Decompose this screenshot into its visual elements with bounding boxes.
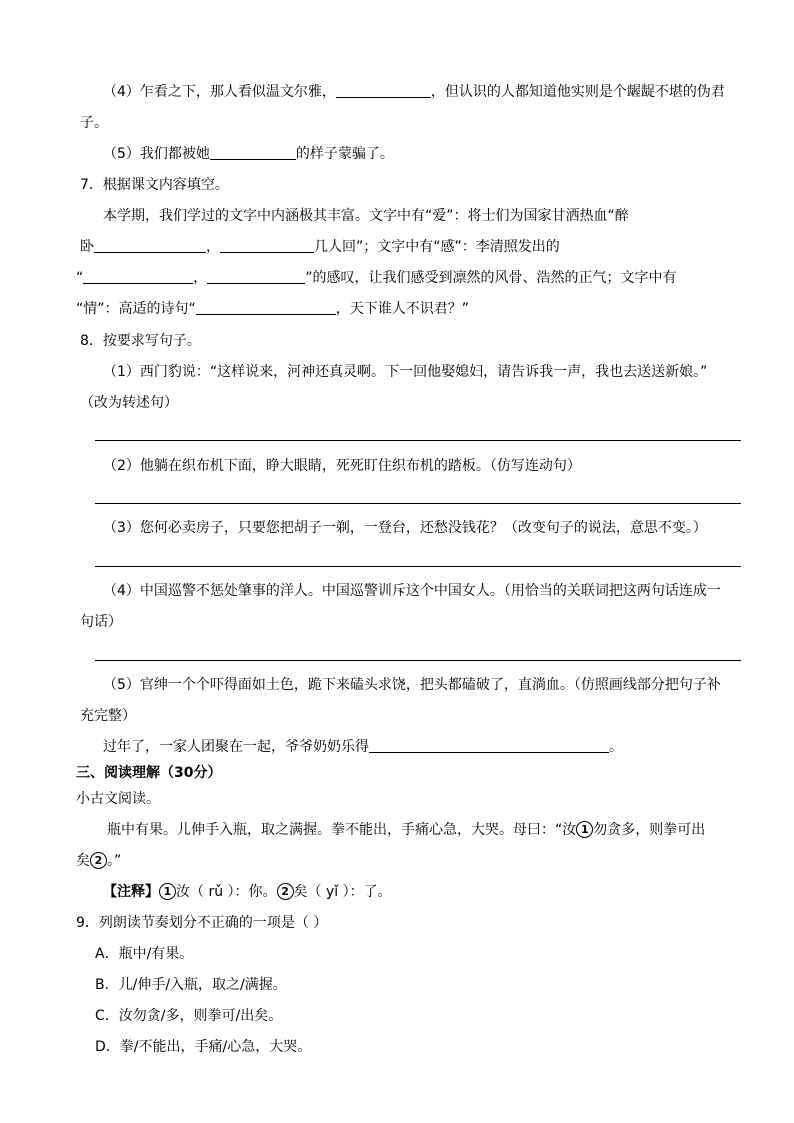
- q7-line-2-text-b: ，: [206, 239, 220, 255]
- q7-line-1: 本学期，我们学过的文字中内涵极其丰富。文字中有“爱”：将士们为国家甘洒热血“醉: [103, 208, 629, 224]
- answer-blank[interactable]: [210, 144, 296, 160]
- answer-blank[interactable]: [336, 82, 431, 98]
- q8-item-5-cont: 充完整）: [80, 708, 136, 724]
- answer-blank[interactable]: [207, 268, 305, 284]
- answer-blank[interactable]: [220, 237, 314, 253]
- q8-item-5-example: [103, 737, 623, 757]
- section-3-heading: 三、阅读理解（30分）: [76, 765, 222, 781]
- q8-item-1: （1）西门豹说：“这样说来，河神还真灵啊。下一回他娶媳妇，请告诉我一声，我也去送送新娘。”: [103, 364, 708, 380]
- footnote-marker-1: 1: [159, 883, 176, 900]
- q8-item-5: （5）官绅一个个吓得面如土色，跪下来磕头求饶，把头都磕破了，直淌血。（仿照画线部分把句子补: [103, 677, 721, 693]
- q9-option-a[interactable]: A．瓶中/有果。: [95, 946, 194, 962]
- annotation-2: 矣（ yǐ ）：了。: [293, 884, 392, 900]
- q8-item-3: （3）您何必卖房子，只要您把胡子一剃，一登台，还愁没钱花？（改变句子的说法，意思不变。）: [103, 520, 707, 536]
- footnote-marker-2: 2: [277, 883, 294, 900]
- q7-line-4-text-b: ，天下谁人不识君？”: [335, 301, 470, 317]
- answer-blank[interactable]: [196, 299, 336, 315]
- q8-item-5-example-end: 。: [609, 739, 623, 755]
- answer-blank[interactable]: [83, 268, 193, 284]
- q7-line-3-text-b: ，: [193, 270, 208, 286]
- q7-line-3-text-c: ”的感叹，让我们感受到凛然的风骨、浩然的正气；文字中有: [305, 270, 677, 286]
- q6-item-4: [103, 82, 725, 102]
- classical-text-c: 矣: [76, 853, 90, 869]
- q9-title: 9．列朗读节奏划分不正确的一项是（ ）: [76, 915, 328, 931]
- answer-line[interactable]: [95, 660, 741, 661]
- q8-item-4-cont: 句话）: [80, 614, 122, 630]
- answer-line[interactable]: [95, 566, 741, 567]
- q7-line-3-text-a: “: [76, 270, 84, 286]
- classical-text-line-1: [107, 820, 705, 840]
- q6-item-5: [103, 144, 394, 164]
- q9-option-c[interactable]: C．汝勿贪/多，则拳可/出矣。: [95, 1008, 283, 1024]
- annotation-line: [103, 882, 392, 902]
- q6-item-4-text-a: （4）乍看之下，那人看似温文尔雅，: [103, 84, 336, 100]
- footnote-marker-2: 2: [90, 852, 107, 869]
- q8-item-4: （4）中国巡警不惩处肇事的洋人。中国巡警训斥这个中国女人。（用恰当的关联词把这两句话连成一: [103, 583, 721, 599]
- classical-text-a: 瓶中有果。儿伸手入瓶，取之满握。拳不能出，手痛心急，大哭。母曰：“汝: [107, 822, 577, 838]
- q7-line-2-text-a: 卧: [80, 239, 94, 255]
- annotation-label: 【注释】: [103, 884, 159, 900]
- q6-item-5-text-a: （5）我们都被她: [103, 146, 210, 162]
- q7-line-4-text-a: “情”：高适的诗句“: [76, 301, 196, 317]
- q9-option-d[interactable]: D．拳/不能出，手痛/心急，大哭。: [95, 1039, 312, 1055]
- answer-line[interactable]: [95, 503, 741, 504]
- q6-item-4-cont: 子。: [80, 115, 108, 131]
- q8-item-5-example-text: 过年了，一家人团聚在一起，爷爷奶奶乐得: [103, 739, 369, 755]
- q6-item-5-text-b: 的样子蒙骗了。: [295, 146, 394, 162]
- q7-title: 7．根据课文内容填空。: [80, 177, 229, 193]
- q7-line-2: [80, 237, 560, 257]
- footnote-marker-1: 1: [576, 821, 593, 838]
- q6-item-4-text-b: ，但认识的人都知道他实则是个龌龊不堪的伪君: [430, 84, 725, 100]
- q8-item-1-cont: （改为转述句）: [80, 395, 178, 411]
- classical-text-line-2: [76, 851, 121, 871]
- section-3-subheading: 小古文阅读。: [76, 791, 160, 807]
- q8-item-2: （2）他躺在织布机下面，睁大眼睛，死死盯住织布机的踏板。（仿写连动句）: [103, 458, 581, 474]
- answer-blank[interactable]: [369, 737, 609, 753]
- q7-line-4: [76, 299, 469, 319]
- answer-blank[interactable]: [94, 237, 206, 253]
- q7-line-2-text-c: 几人回”；文字中有“感”：李清照发出的: [314, 239, 560, 255]
- answer-line[interactable]: [95, 440, 741, 441]
- q7-line-3: [76, 268, 677, 288]
- annotation-1: 汝（ rǔ ）：你。: [176, 884, 277, 900]
- q9-option-b[interactable]: B．儿/伸手/入瓶，取之/满握。: [95, 977, 287, 993]
- classical-text-b: 勿贪多，则拳可出: [593, 822, 706, 838]
- q8-title: 8．按要求写句子。: [80, 333, 201, 349]
- classical-text-d: 。”: [107, 853, 122, 869]
